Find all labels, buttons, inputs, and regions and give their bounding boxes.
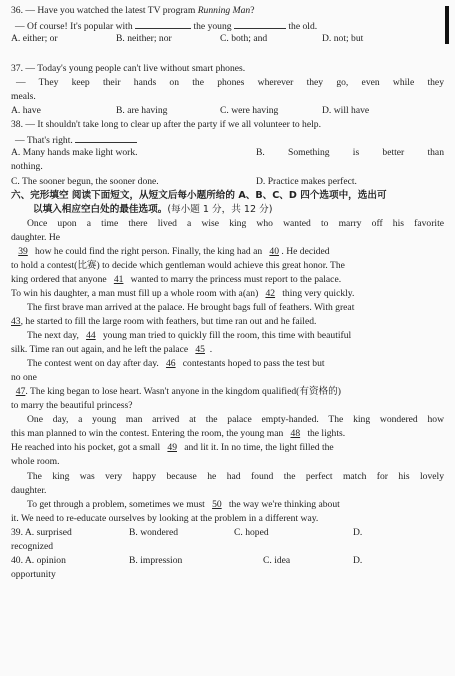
q36-option-c[interactable]: C. both; and [220, 33, 268, 45]
q38-reply [11, 132, 444, 146]
q39-option-a[interactable]: 39. A. surprised [11, 526, 72, 538]
passage-p7-l1 [11, 498, 444, 512]
q37-option-c[interactable]: C. were having [220, 105, 279, 117]
q38-option-b[interactable]: B. Something is better than [256, 147, 444, 159]
passage-p5-l2 [11, 427, 444, 441]
q36-option-b[interactable]: B. neither; nor [116, 33, 172, 45]
passage-p1-l5b: wanted to marry the princess must report to the palace. [130, 273, 342, 285]
passage-p1-l5 [11, 273, 444, 287]
q37-option-a[interactable]: A. have [11, 105, 41, 117]
passage-p2-l2b: , he started to fill the large room with feathers, but time ran out and he failed. [20, 315, 317, 327]
passage-p7-l1a: To get through a problem, sometimes we must [27, 498, 205, 510]
passage-p7-l1b: the way we're thinking about [228, 498, 340, 510]
blank-47[interactable]: 47 [15, 386, 26, 398]
passage-p3-l1 [11, 329, 444, 343]
passage-p1-l6 [11, 287, 444, 301]
q38-option-d[interactable]: D. Practice makes perfect. [256, 175, 357, 187]
q36-stem [11, 4, 444, 18]
blank-49[interactable]: 49 [167, 442, 177, 454]
passage-p3-l2a: silk. Time ran out again, and he left the palace [11, 344, 189, 356]
q37-option-d[interactable]: D. will have [322, 105, 370, 117]
q36-program: Running Man [197, 5, 251, 16]
passage-p1-l2: daughter. He [11, 231, 61, 243]
passage-p1-l6b: thing very quickly. [282, 287, 355, 299]
page-edge-mark [445, 6, 455, 44]
passage-p5-l4: whole room. [11, 456, 60, 468]
passage-p4-l1b: contestants hoped to pass the test but [182, 358, 325, 370]
q40-option-a[interactable]: 40. A. opinion [11, 554, 66, 566]
passage-p1-l5a: king ordered that anyone [11, 273, 107, 285]
q36-stem-end: ? [250, 5, 255, 16]
q38-option-a[interactable]: A. Many hands make light work. [11, 147, 138, 159]
passage-p1-l1: Once upon a time there lived a wise king who wanted to marry off his favorite [27, 217, 444, 229]
passage-p4-l1 [11, 357, 444, 371]
q38-option-b-cont: nothing. [11, 161, 43, 173]
section-score-note: (每小题 1 分，共 12 分) [167, 203, 273, 215]
exam-page [11, 4, 444, 582]
passage-p6-l2: daughter. [11, 484, 47, 496]
passage-p3-l1b: young man tried to quickly fill the room, this time with beautiful [102, 330, 352, 342]
passage-p6-l1: The king was very happy because he had found the perfect match for his lovely [27, 470, 444, 482]
q40-option-d-cont: opportunity [11, 568, 56, 580]
q40-option-c[interactable]: C. idea [263, 554, 291, 566]
passage-p5-l1: One day, a young man arrived at the palace empty-handed. The king wondered how [27, 414, 444, 426]
passage-p3-l1a: The next day, [27, 330, 79, 342]
blank-39[interactable]: 39 [18, 245, 28, 257]
blank-43[interactable]: 43 [11, 315, 21, 327]
q38-options-ab [11, 146, 444, 160]
q39-option-d-cont: recognized [11, 540, 54, 552]
q38-stem: 38. — It shouldn't take long to clear up after the party if we all volunteer to help. [11, 119, 321, 131]
passage-p1-l6a: To win his daughter, a man must fill up a whole room with a(an) [11, 287, 259, 299]
blank-50[interactable]: 50 [212, 498, 222, 510]
passage-p4-l2: no one [11, 372, 37, 384]
section-heading-line2: 以填入相应空白处的最佳选项。 [33, 203, 168, 215]
passage-p1-l3b: . He decided [281, 245, 330, 257]
q38-reply-text: — That's right. [15, 135, 73, 147]
passage-p3-l2 [11, 343, 444, 357]
blank-40[interactable]: 40 [269, 245, 279, 257]
q39-option-c[interactable]: C. hoped [234, 526, 269, 538]
passage-p5-l3a: He reached into his pocket, got a small [11, 442, 161, 454]
passage-p4-l3 [11, 385, 444, 399]
q36-stem-text: 36. — Have you watched the latest TV program [11, 5, 198, 16]
q40-option-b[interactable]: B. impression [129, 554, 183, 566]
q37-reply-1: — They keep their hands on the phones wherever they go, even while they [16, 77, 444, 89]
q38-options-cd [11, 175, 444, 189]
q36-options [11, 32, 444, 46]
q37-option-b[interactable]: B. are having [116, 105, 168, 117]
q39-option-d[interactable]: D. [353, 526, 363, 538]
passage-p4-l1a: The contest went on day after day. [27, 358, 159, 370]
q37-reply-2: meals. [11, 91, 36, 103]
q37-stem: 37. — Today's young people can't live without smart phones. [11, 63, 246, 75]
q36-blank-1[interactable] [135, 18, 191, 29]
passage-p5-l2a: this man planned to win the contest. Entering the room, the young man [11, 428, 284, 440]
q38-option-c[interactable]: C. The sooner begun, the sooner done. [11, 175, 159, 187]
q36-option-a[interactable]: A. either; or [11, 33, 58, 45]
blank-41[interactable]: 41 [113, 273, 124, 285]
passage-p2-l2 [11, 315, 444, 329]
q39-option-b[interactable]: B. wondered [129, 526, 179, 538]
passage-p5-l3b: and lit it. In no time, the light filled the [184, 442, 334, 454]
blank-42[interactable]: 42 [265, 287, 276, 299]
passage-p2-l1: The first brave man arrived at the palace. He brought bags full of feathers. With great [27, 301, 355, 313]
q36-reply-b: the young [193, 21, 232, 33]
passage-p3-l2b: . [209, 344, 213, 356]
blank-46[interactable]: 46 [165, 358, 176, 370]
q36-reply-a: — Of course! It's popular with [15, 21, 133, 33]
passage-p7-l2: it. We need to re-educate ourselves by looking at the problem in a different way. [11, 512, 319, 524]
q37-options [11, 104, 444, 118]
q40-options [11, 554, 444, 568]
passage-p1-l3 [11, 245, 444, 259]
section-heading-2 [11, 203, 444, 217]
q39-options [11, 526, 444, 540]
passage-p1-l3a: how he could find the right person. Finally, the king had an [35, 245, 263, 257]
q36-reply [11, 18, 444, 32]
q40-option-d[interactable]: D. [353, 554, 363, 566]
q36-option-d[interactable]: D. not; but [322, 33, 364, 45]
blank-48[interactable]: 48 [290, 428, 301, 440]
section-heading: 六、完形填空 阅读下面短文，从短文后每小题所给的 A、B、C、D 四个选项中，选出可 [11, 189, 387, 201]
q36-blank-2[interactable] [234, 18, 286, 29]
passage-p4-l4: to marry the beautiful princess? [11, 400, 133, 412]
blank-45[interactable]: 45 [195, 344, 205, 356]
blank-44[interactable]: 44 [86, 330, 96, 342]
q36-reply-c: the old. [288, 21, 318, 33]
passage-p1-l4: to hold a contest(比赛) to decide which gentleman would achieve this great honor. The [11, 259, 345, 271]
passage-p4-l3b: . The king began to lose heart. Wasn't anyone in the kingdom qualified(有资格的) [25, 386, 341, 398]
passage-p5-l2b: the lights. [307, 428, 346, 440]
passage-p5-l3 [11, 441, 444, 455]
q38-blank[interactable] [75, 132, 137, 143]
